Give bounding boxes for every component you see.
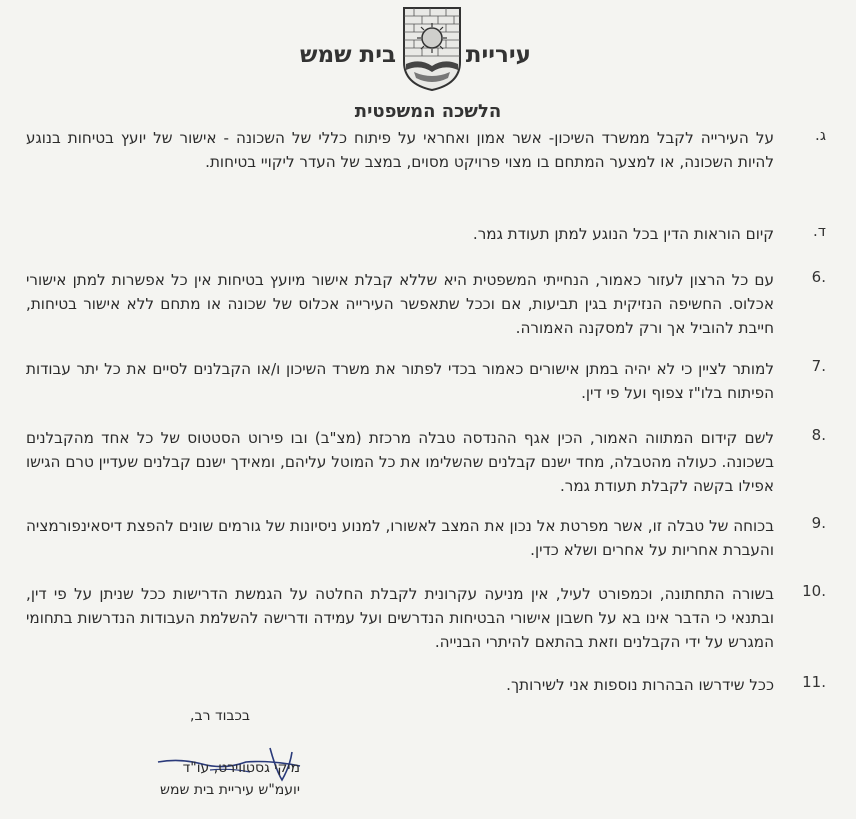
clause-number: ג.	[815, 126, 826, 144]
clause-11	[26, 673, 826, 697]
clause-number: .8	[811, 426, 826, 444]
department-title: הלשכה המשפטית	[354, 101, 502, 122]
clause-10	[26, 582, 826, 654]
clause-text: בכוחה של טבלה זו, אשר מפרטת אל נכון את המצב לאשורו, למנוע ניסיונות של גורמים שונים להפצת דיסאינפורמציה והעברת אחריות על אחרים ושלא כדין.	[26, 517, 774, 559]
clause-7	[26, 357, 826, 405]
clause-c	[26, 126, 826, 174]
clause-text: עם כל הרצון לעזור כאמור, הנחייתי המשפטית היא שללא קבלת אישור מיועץ בטיחות אין כל אפשרות למתן אישורי אכלוס. החשיפה הנזיקית בגין תביעות, אם וככל שתאפשר העירייה אכלוס של שכונה או מתחם ללא אישור בטיחות, חייבת להוביל אך ורק למסקנה האמורה.	[26, 271, 774, 337]
clause-number: .6	[811, 268, 826, 286]
city-emblem-icon	[400, 6, 464, 92]
clause-number: .7	[811, 357, 826, 375]
clause-d	[26, 222, 826, 246]
clause-text: על העירייה לקבל ממשרד השיכון- אשר אמון ואחראי על פיתוח כללי של השכונה - אישור של יועץ בטיחות בנוגע להיות השכונה, או למצער המתחם בו מצוי פרויקט מסוים, במצב של העדר ליקויי בטיחות.	[26, 129, 774, 171]
signer-title: יועמ"ש עיריית בית שמש	[160, 782, 300, 798]
org-name-right: עיריית	[465, 42, 531, 68]
clause-text: לשם קידום המתווה האמור, הכין אגף ההנדסה טבלה מרכזת (מצ"ב) ובו פירוט הסטטוס של כל אחד מהקבלנים בשכונה. כעולה מהטבלה, מחד ישנם קבלנים שהשלימו את כל המוטל עליהם, ומאידך ישנם קבלנים שעדיין טרם הגישו אפילו בקשה לקבלת תעודת גמר.	[26, 429, 774, 495]
clause-text: קיום הוראות הדין בכל הנוגע למתן תעודת גמר.	[472, 225, 774, 243]
clause-9	[26, 514, 826, 562]
signer-name: מיקי גסטווירט, עו"ד	[182, 760, 300, 776]
clause-number: ד.	[813, 222, 826, 240]
closing-salutation: בכבוד רב,	[190, 708, 250, 724]
clause-number: .9	[811, 514, 826, 532]
clause-8	[26, 426, 826, 498]
letterhead	[0, 6, 856, 124]
clause-text: למותר לציין כי לא יהיה במתן אישורים כאמור בכדי לפתור את משרד השיכון ו/או הקבלנים לסיים את כל יתר עבודות הפיתוח בלו"ז צפוף ועל פי דין.	[26, 360, 774, 402]
clause-number: .11	[802, 673, 826, 691]
org-name-left: בית שמש	[300, 42, 397, 68]
clause-6	[26, 268, 826, 340]
clause-number: .10	[802, 582, 826, 600]
clause-text: ככל שידרשו הבהרות נוספות אני לשירותך.	[506, 676, 774, 694]
clause-text: בשורה התחתונה, וכמפורט לעיל, אין מניעה עקרונית לקבלת החלטה על הגמשת הדרישות ככל שניתן על פי דין, ובתנאי כי הדבר אינו בא על חשבון אישורי הבטיחות הנדרשים ועל עמידה ודרישה להשלמת העבודות הנדרשות בתחומי המגרש על ידי הקבלנים וזאת בהתאם להיתרי הבנייה.	[26, 585, 774, 651]
